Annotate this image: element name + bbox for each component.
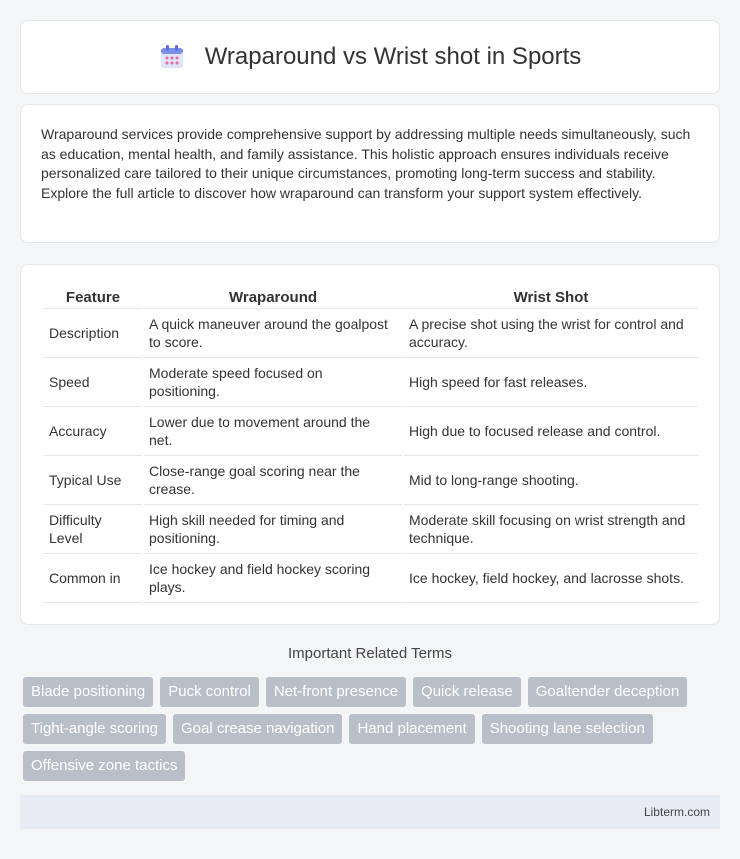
related-terms-title: Important Related Terms (288, 645, 452, 662)
table-row (44, 505, 698, 554)
table-row (44, 358, 698, 407)
wrist-shot-cell: Moderate skill focusing on wrist strength and technique. (404, 505, 698, 554)
wrist-shot-cell: Mid to long-range shooting. (404, 456, 698, 505)
header-wrist-shot: Wrist Shot (404, 286, 698, 309)
wraparound-cell: A quick maneuver around the goalpost to score. (144, 309, 402, 358)
wrist-shot-cell: Ice hockey, field hockey, and lacrosse shots. (404, 554, 698, 603)
footer-site-link[interactable]: Libterm.com (643, 805, 710, 819)
wraparound-cell: Moderate speed focused on positioning. (144, 358, 402, 407)
feature-cell: Difficulty Level (44, 505, 142, 554)
page-footer (20, 795, 720, 829)
table-header-row (44, 286, 698, 309)
header-wraparound: Wraparound (144, 286, 402, 309)
term-tag[interactable]: Blade positioning (23, 677, 153, 707)
table-row (44, 407, 698, 456)
feature-cell: Typical Use (44, 456, 142, 505)
calendar-icon (159, 44, 185, 70)
wraparound-cell: Ice hockey and field hockey scoring plays. (144, 554, 402, 603)
wrist-shot-cell: High speed for fast releases. (404, 358, 698, 407)
feature-cell: Accuracy (44, 407, 142, 456)
term-tag[interactable]: Goaltender deception (528, 677, 687, 707)
wrist-shot-cell: A precise shot using the wrist for control and accuracy. (404, 309, 698, 358)
table-row (44, 456, 698, 505)
term-tag[interactable]: Quick release (413, 677, 521, 707)
wraparound-cell: Close-range goal scoring near the crease. (144, 456, 402, 505)
wrist-shot-cell: High due to focused release and control. (404, 407, 698, 456)
term-tag[interactable]: Goal crease navigation (173, 714, 342, 744)
comparison-table (42, 286, 700, 603)
term-tag[interactable]: Offensive zone tactics (23, 751, 185, 781)
table-row (44, 554, 698, 603)
page-title: Wraparound vs Wrist shot in Sports (204, 43, 582, 70)
wraparound-cell: Lower due to movement around the net. (144, 407, 402, 456)
table-row (44, 309, 698, 358)
comparison-card (20, 264, 720, 625)
intro-text: Wraparound services provide comprehensive support by addressing multiple needs simultaneously, such as education, mental health, and family assistance. This holistic approach ensures individuals receive personalized care tailored to their unique circumstances, promoting long-term success and stability. Explore the full article to discover how wraparound can transform your support system effectively. (41, 126, 691, 201)
term-tag[interactable]: Tight-angle scoring (23, 714, 166, 744)
term-tag[interactable]: Shooting lane selection (482, 714, 653, 744)
wraparound-cell: High skill needed for timing and positioning. (144, 505, 402, 554)
header-feature: Feature (44, 286, 142, 309)
intro-card (20, 104, 720, 243)
page-header (20, 20, 720, 94)
term-tag[interactable]: Net-front presence (266, 677, 406, 707)
feature-cell: Common in (44, 554, 142, 603)
term-tag[interactable]: Hand placement (349, 714, 474, 744)
term-tag[interactable]: Puck control (160, 677, 259, 707)
feature-cell: Speed (44, 358, 142, 407)
feature-cell: Description (44, 309, 142, 358)
related-terms-list (23, 677, 723, 781)
